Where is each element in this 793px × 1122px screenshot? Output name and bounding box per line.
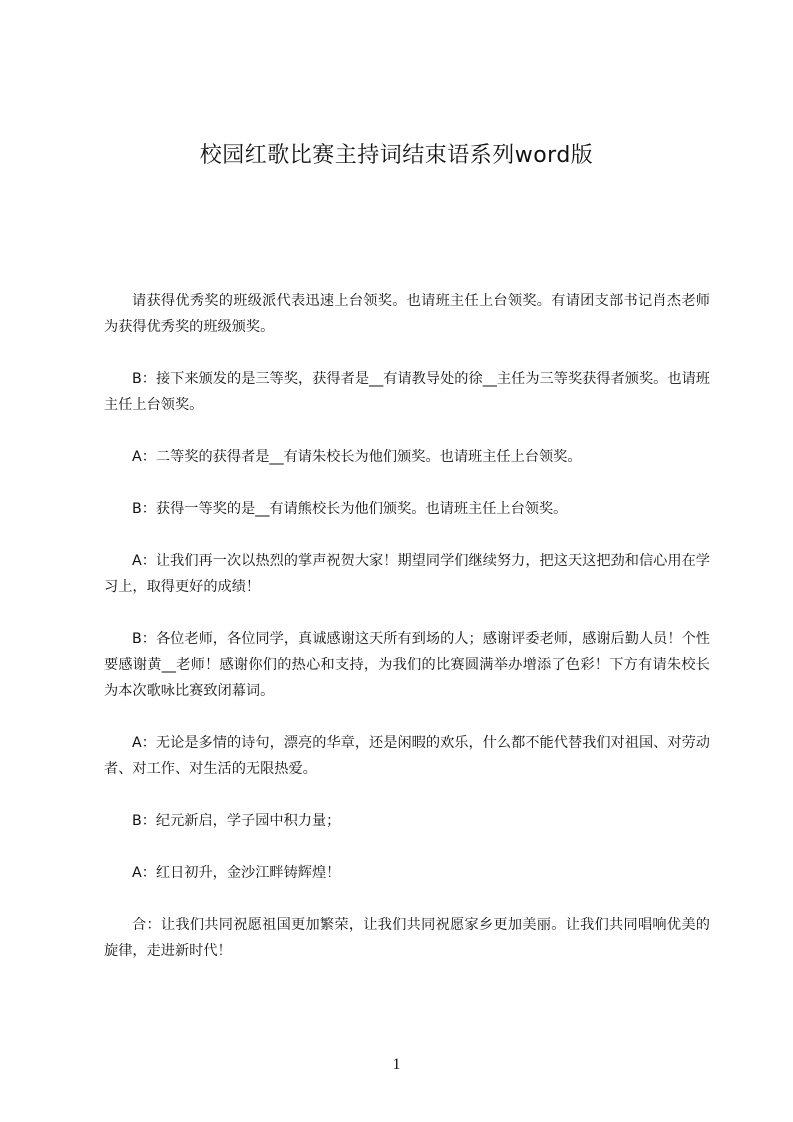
paragraph: 请获得优秀奖的班级派代表迅速上台领奖。也请班主任上台领奖。有请团支部书记肖杰老师为获得优秀奖的班级颁奖。 xyxy=(104,293,710,335)
paragraph: B：各位老师，各位同学，真诚感谢这天所有到场的人；感谢评委老师，感谢后勤人员！个性要感谢黄__老师！感谢你们的热心和支持，为我们的比赛圆满举办增添了色彩！下方有请朱校长为本次歌咏比赛致闭幕词。 xyxy=(104,631,710,699)
document-title: 校园红歌比赛主持词结束语系列word版 xyxy=(199,143,594,168)
paragraph: A：二等奖的获得者是__有请朱校长为他们颁奖。也请班主任上台领奖。 xyxy=(132,449,582,465)
paragraph: A：无论是多情的诗句，漂亮的华章，还是闲暇的欢乐，什么都不能代替我们对祖国、对劳动者、对工作、对生活的无限热爱。 xyxy=(104,735,710,777)
paragraph: A：让我们再一次以热烈的掌声祝贺大家！期望同学们继续努力，把这天这把劲和信心用在学习上，取得更好的成绩！ xyxy=(104,553,710,595)
paragraph: B：纪元新启，学子园中积力量； xyxy=(132,813,341,829)
paragraph: A：红日初升，金沙江畔铸辉煌！ xyxy=(132,865,341,881)
paragraph: B：获得一等奖的是__有请熊校长为他们颁奖。也请班主任上台领奖。 xyxy=(132,501,568,517)
paragraph: B：接下来颁发的是三等奖，获得者是__有请教导处的徐__主任为三等奖获得者颁奖。也请班主任上台领奖。 xyxy=(104,371,710,413)
document-body xyxy=(104,288,710,990)
page-number: 1 xyxy=(392,1056,401,1073)
paragraph: 合：让我们共同祝愿祖国更加繁荣，让我们共同祝愿家乡更加美丽。让我们共同唱响优美的旋律，走进新时代！ xyxy=(104,917,710,959)
